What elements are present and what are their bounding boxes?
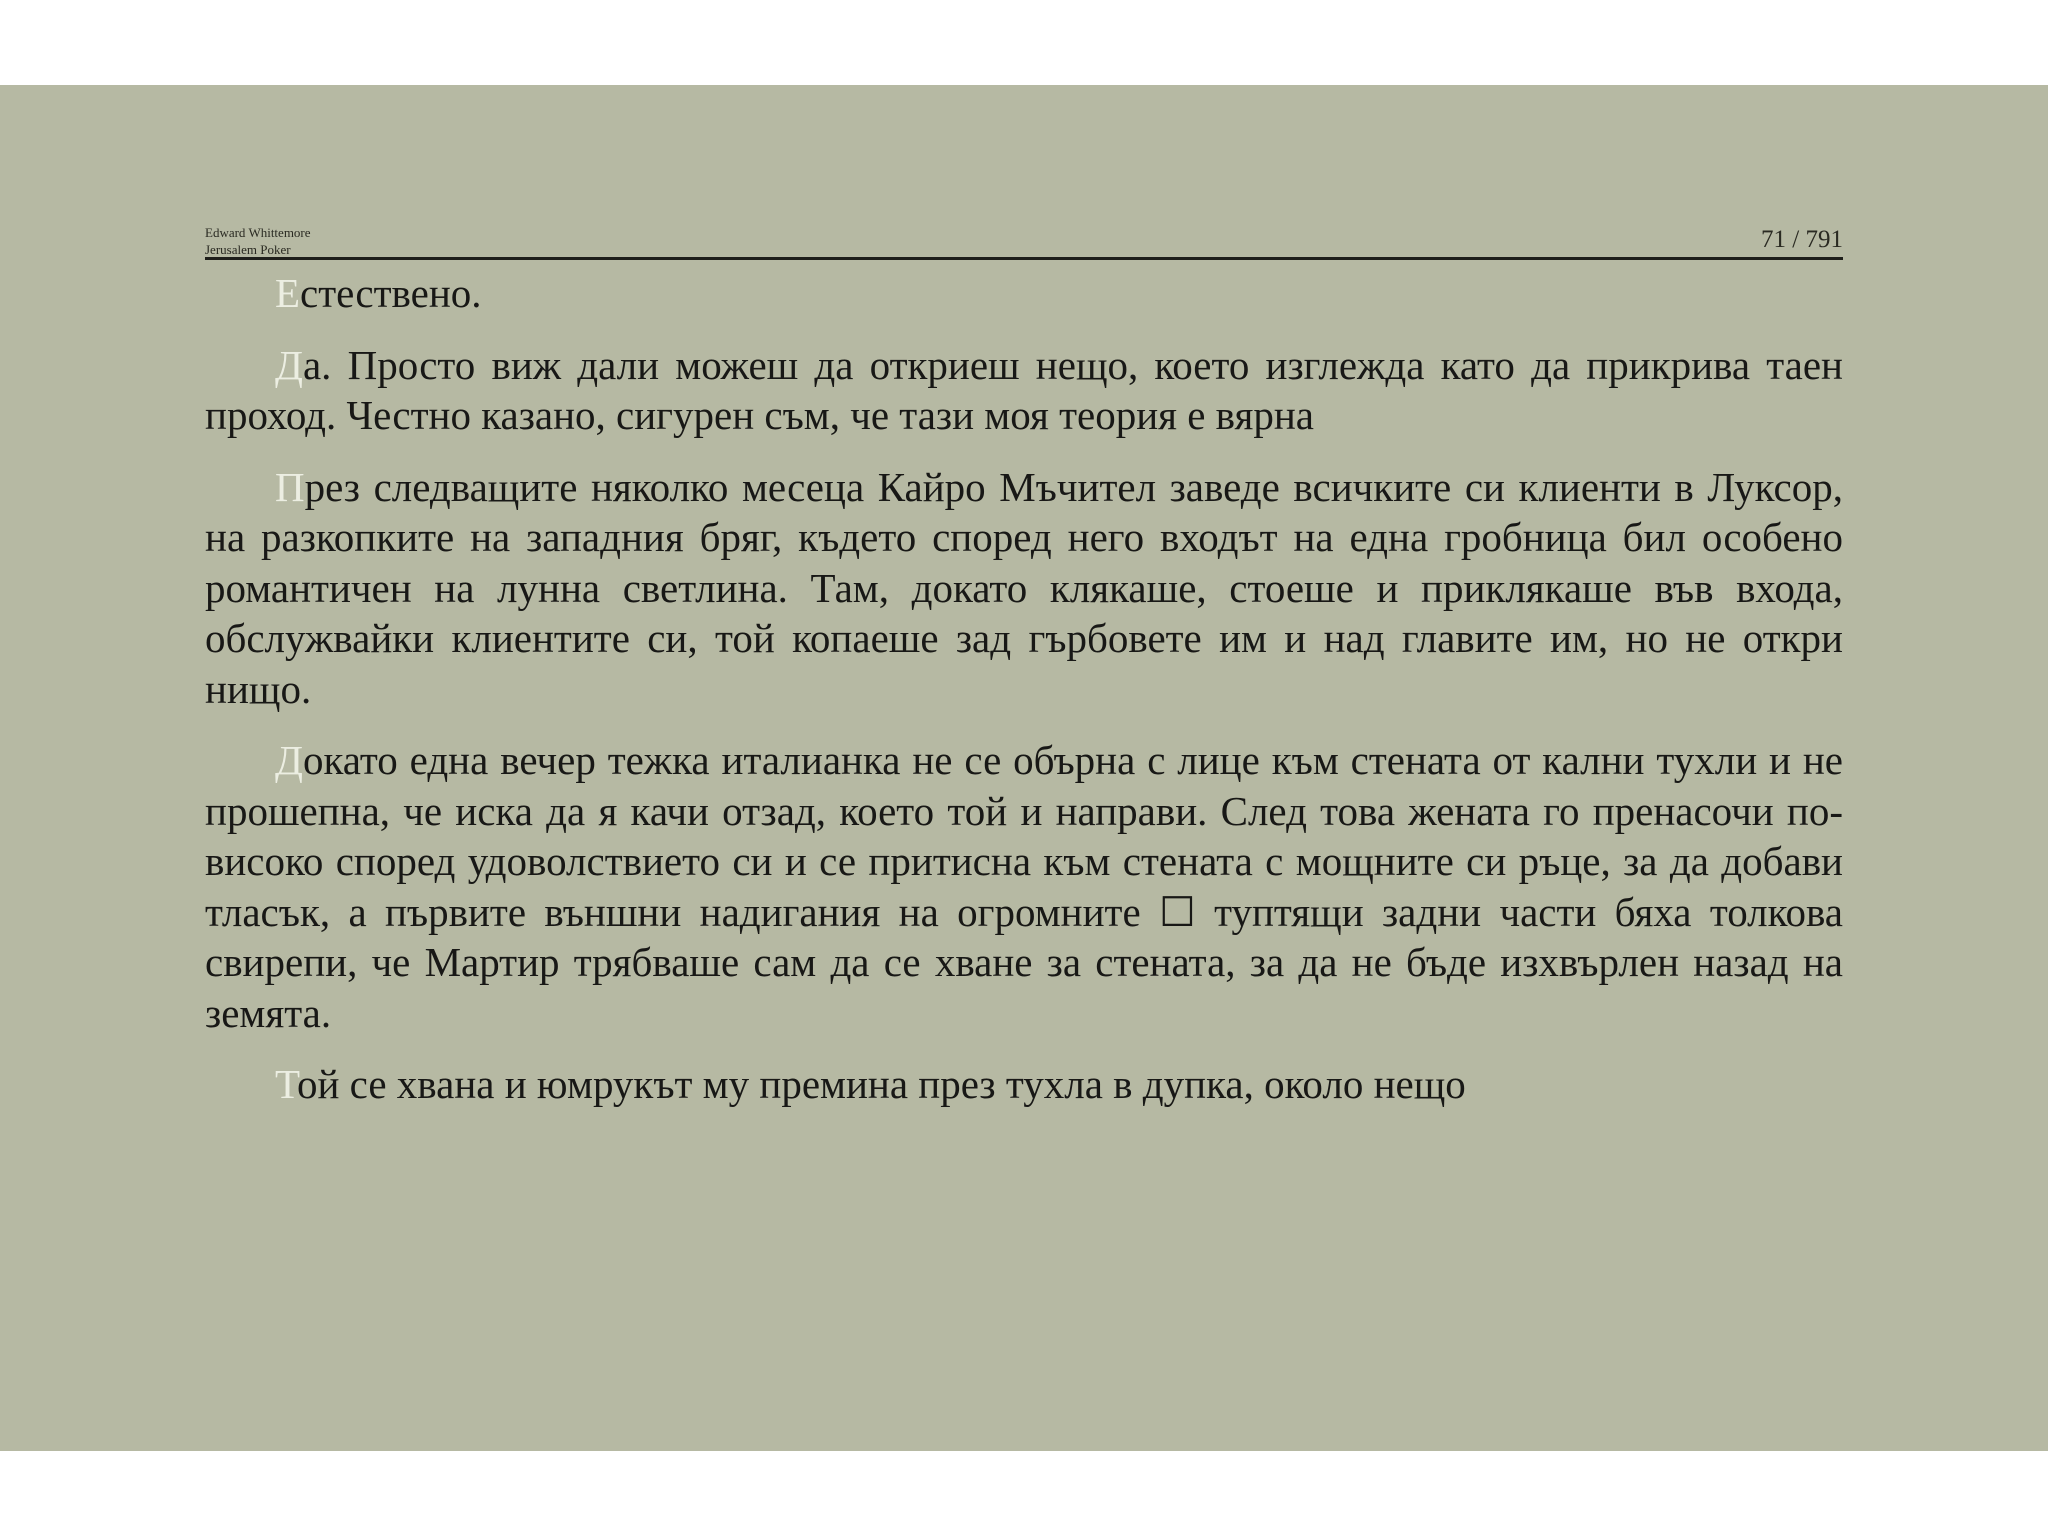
paragraph-text: ой се хвана и юмрукът му премина през тухла в дупка, около нещо: [296, 1061, 1466, 1107]
book-title: Jerusalem Poker: [205, 242, 291, 257]
paragraph: [205, 340, 1843, 441]
paragraph-text: стествено.: [300, 270, 482, 316]
paragraph: [205, 735, 1843, 1038]
paragraph: [205, 1059, 1843, 1110]
paragraph-initial: Д: [275, 341, 303, 388]
paragraph-initial: Д: [275, 737, 303, 783]
paragraph: [205, 268, 1843, 319]
author-name: Edward Whittemore: [205, 225, 311, 240]
paragraph-text: окато една вечер тежка италианка не се обърна с лице към стената от кални тухли и не прошепна, че иска да я качи отзад, което той и направи. След това жената го пренасочи по-високо според удоволствието си и се притисна към стената с мощните си ръце, за да добави тласък, а първите външни надигания на огромните ☐ туптящи задни части бяха толкова свирепи, че Мартир трябваше сам да се хване за стената, за да не бъде изхвърлен назад на земята.: [205, 737, 1843, 1036]
book-meta: [205, 224, 311, 258]
page-indicator: 71 / 791: [1761, 226, 1843, 253]
paragraph-initial: Т: [275, 1061, 297, 1107]
paragraph-text: рез следващите няколко месеца Кайро Мъчител заведе всичките си клиенти в Луксор, на разкопките на западния бряг, където според него входът на една гробница бил особено романтичен на лунна светлина. Там, докато клякаше, стоеше и приклякаше във входа, обслужвайки клиентите си, той копаеше зад гърбовете им и над главите им, но не откри нищо.: [205, 463, 1843, 712]
paragraph-initial: Е: [275, 270, 301, 316]
header-divider: [205, 257, 1843, 260]
paragraph: [205, 462, 1843, 715]
book-text: [205, 268, 1843, 1131]
paragraph-text: а. Просто виж дали можеш да откриеш нещо, което изглежда като да прикрива таен проход. Честно казано, сигурен съм, че тази моя теория е вярна: [205, 341, 1843, 438]
paragraph-initial: П: [275, 463, 305, 510]
page-header: [205, 138, 1843, 258]
